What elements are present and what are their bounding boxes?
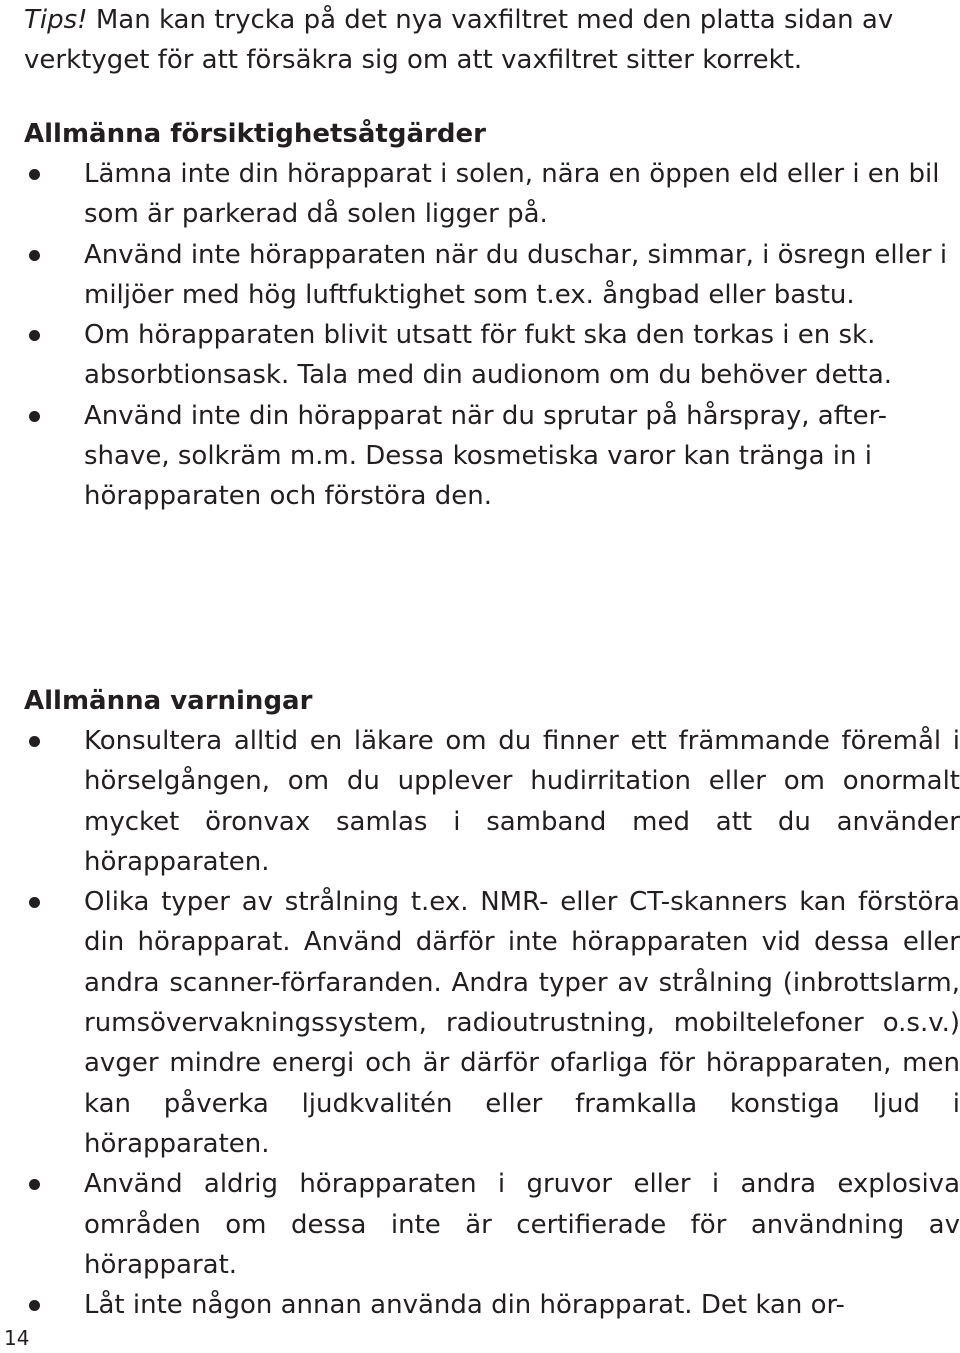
bullet-icon — [29, 1179, 40, 1190]
bullet-icon — [29, 250, 40, 261]
list-item — [24, 1285, 960, 1325]
tip-paragraph — [24, 0, 954, 80]
page-number: 14 — [4, 1326, 30, 1350]
bullet-icon — [29, 330, 40, 341]
list-item-text: Låt inte någon annan använda din hörapparat. Det kan or- — [84, 1290, 845, 1321]
list-item — [24, 396, 960, 517]
bullet-icon — [29, 1300, 40, 1311]
precautions-list — [24, 154, 960, 517]
list-item-text: Om hörapparaten blivit utsatt för fukt ska den torkas i en sk. absorbtionsask. Tala med din audionom om du behöver detta. — [84, 320, 893, 391]
bullet-icon — [29, 736, 40, 747]
warnings-section — [24, 681, 960, 1325]
list-item-text: Olika typer av strålning t.ex. NMR- eller CT-skanners kan förstöra din hörapparat. Använd därför inte hörapparaten vid dessa eller andra scanner-förfaranden. Andra typer av strålning (inbrottslarm, rumsövervakningssystem, radioutrustning, mobiltelefoner o.s.v.) avger mindre energi och är därför ofarliga för hörapparaten, men kan påverka ljudkvalitén eller framkalla konstiga ljud i hörapparaten. — [84, 887, 960, 1159]
bullet-icon — [29, 169, 40, 180]
list-item-text: Använd inte hörapparaten när du duschar, simmar, i ösregn eller i miljöer med hög luftfuktighet som t.ex. ångbad eller bastu. — [84, 239, 948, 310]
tip-label: Tips! — [24, 5, 88, 35]
bullet-icon — [29, 897, 40, 908]
tip-text: Man kan trycka på det nya vaxfiltret med den platta sidan av verktyget för att försäkra sig om att vaxfiltret sitter korrekt. — [24, 5, 894, 75]
list-item — [24, 315, 960, 396]
list-item — [24, 882, 960, 1164]
warnings-list — [24, 721, 960, 1325]
list-item — [24, 721, 960, 882]
precautions-section — [24, 114, 960, 517]
list-item-text: Använd inte din hörapparat när du sprutar på hårspray, after-shave, solkräm m.m. Dessa kosmetiska varor kan tränga in i hörapparaten och förstöra den. — [84, 400, 888, 512]
warnings-heading: Allmänna varningar — [24, 686, 313, 716]
bullet-icon — [29, 411, 40, 422]
list-item-text: Konsultera alltid en läkare om du finner ett främmande föremål i hörselgången, om du upplever hudirritation eller om onormalt mycket öronvax samlas i samband med att du använder hörapparaten. — [84, 726, 960, 877]
list-item-text: Lämna inte din hörapparat i solen, nära en öppen eld eller i en bil som är parkerad då solen ligger på. — [84, 159, 940, 230]
precautions-heading: Allmänna försiktighetsåtgärder — [24, 119, 486, 149]
list-item — [24, 1164, 960, 1285]
list-item-text: Använd aldrig hörapparaten i gruvor eller i andra explosiva områden om dessa inte är certifierade för användning av hörapparat. — [84, 1169, 960, 1280]
list-item — [24, 235, 960, 316]
list-item — [24, 154, 960, 235]
